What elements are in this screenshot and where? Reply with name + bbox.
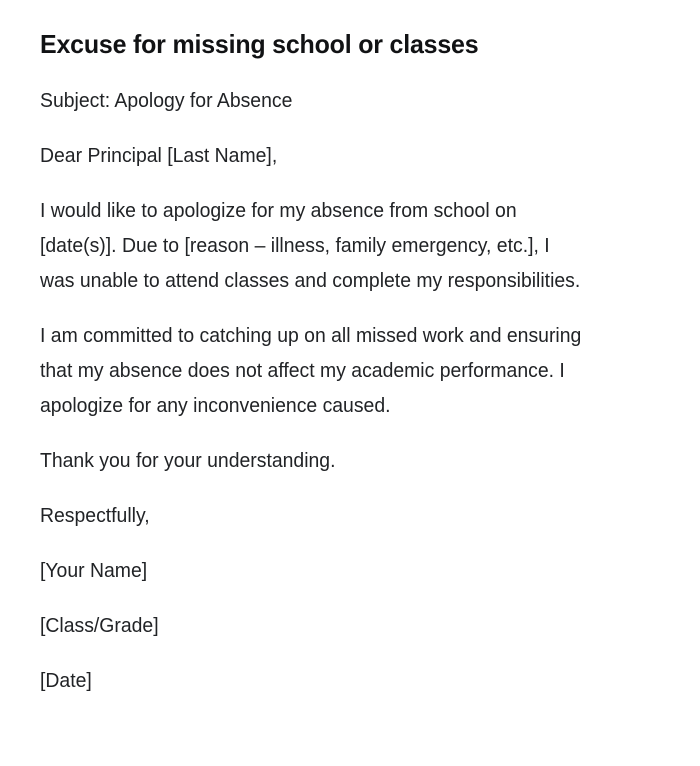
letter-body [40,84,605,699]
body-paragraph-1: I would like to apologize for my absence from school on [date(s)]. Due to [reason – illness, family emergency, etc.], I was unable to attend classes and complete my responsibilities. [40,200,581,292]
signature-class: [Class/Grade] [40,615,159,637]
page-title: Excuse for missing school or classes [40,29,479,59]
sign-off: Respectfully, [40,505,150,527]
signature-date: [Date] [40,670,92,692]
signature-name: [Your Name] [40,560,148,582]
subject-line: Subject: Apology for Absence [40,90,293,112]
closing-thanks: Thank you for your understanding. [40,450,336,472]
salutation: Dear Principal [Last Name], [40,145,278,167]
body-paragraph-2: I am committed to catching up on all missed work and ensuring that my absence does not affect my academic performance. I apologize for any inconvenience caused. [40,325,582,417]
